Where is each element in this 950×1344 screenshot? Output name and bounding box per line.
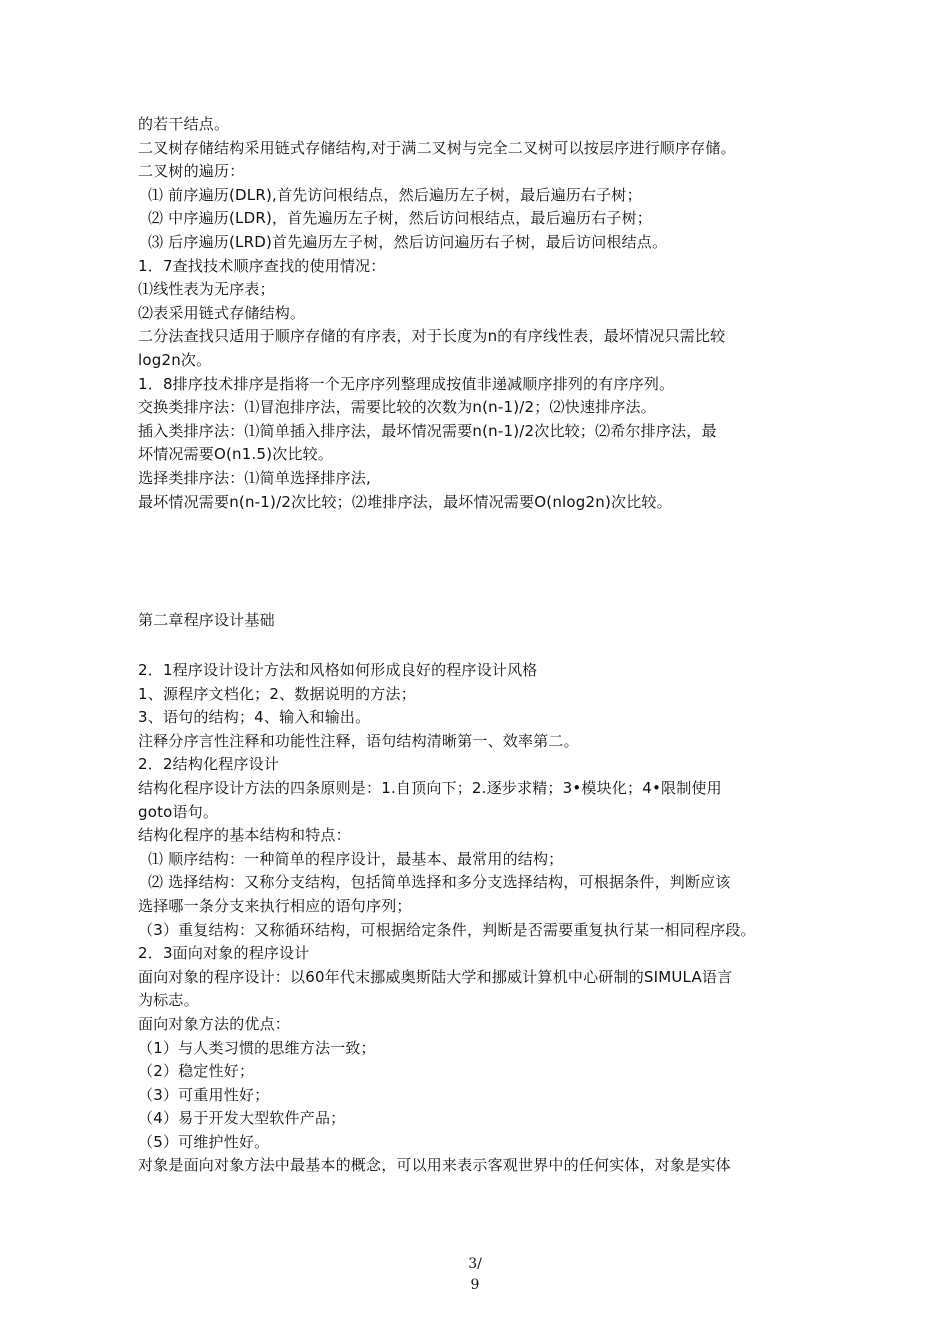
text-line: 交换类排序法：⑴冒泡排序法，需要比较的次数为n(n-1)/2；⑵快速排序法。: [138, 398, 656, 417]
section-heading: 2．3面向对象的程序设计: [138, 944, 310, 963]
list-item: ⑵ 选择结构：又称分支结构，包括简单选择和多分支选择结构，可根据条件，判断应该: [148, 873, 731, 892]
page-number: [0, 1254, 950, 1296]
section-body-1: [138, 113, 828, 514]
text-line: 结构化程序设计方法的四条原则是：1.自顶向下；2.逐步求精；3•模块化；4•限制使用: [138, 778, 722, 797]
section-body-2: [138, 659, 828, 1178]
list-item: （5）可维护性好。: [138, 1132, 270, 1151]
list-item: ⑵表采用链式存储结构。: [138, 303, 306, 322]
page-number-current: 3/: [468, 1256, 482, 1272]
list-item: （3）重复结构：又称循环结构，可根据给定条件，判断是否需要重复执行某一相同程序段。: [138, 920, 756, 939]
text-line: 最坏情况需要n(n-1)/2次比较；⑵堆排序法，最坏情况需要O(nlog2n)次比较。: [138, 492, 672, 511]
text-line: 的若干结点。: [138, 115, 230, 133]
section-heading: 2．2结构化程序设计: [138, 755, 280, 774]
text-line: 选择类排序法：⑴简单选择排序法,: [138, 468, 371, 487]
section-heading: 1．7查找技术顺序查找的使用情况：: [138, 256, 386, 275]
page-number-total: 9: [470, 1277, 480, 1293]
list-item: ⑵ 中序遍历(LDR)，首先遍历左子树，然后访问根结点，最后遍历右子树；: [148, 209, 653, 228]
text-line: 插入类排序法：⑴简单插入排序法，最坏情况需要n(n-1)/2次比较；⑵希尔排序法，最: [138, 421, 717, 440]
text-line: 二叉树存储结构采用链式存储结构,对于满二叉树与完全二叉树可以按层序进行顺序存储。: [138, 138, 736, 157]
list-item: （1）与人类习惯的思维方法一致；: [138, 1038, 376, 1057]
text-line: 对象是面向对象方法中最基本的概念，可以用来表示客观世界中的任何实体，对象是实体: [138, 1156, 731, 1175]
text-line: 面向对象方法的优点：: [138, 1014, 291, 1033]
list-item: ⑴ 顺序结构：一种简单的程序设计，最基本、最常用的结构；: [148, 849, 564, 868]
list-item: ⑴线性表为无序表；: [138, 280, 275, 299]
list-item: ⑶ 后序遍历(LRD)首先遍历左子树，然后访问遍历右子树，最后访问根结点。: [148, 232, 668, 251]
chapter-title: 第二章程序设计基础: [138, 611, 275, 629]
text-line: 选择哪一条分支来执行相应的语句序列；: [138, 896, 412, 915]
list-item: （3）可重用性好；: [138, 1085, 270, 1104]
text-line: 坏情况需要O(n1.5)次比较。: [138, 445, 334, 464]
text-line: 3、语句的结构；4、输入和输出。: [138, 708, 371, 727]
list-item: （4）易于开发大型软件产品；: [138, 1109, 346, 1128]
text-line: 二叉树的遍历：: [138, 162, 245, 181]
text-line: 为标志。: [138, 991, 199, 1010]
text-line: goto语句。: [138, 802, 219, 821]
text-line: 二分法查找只适用于顺序存储的有序表，对于长度为n的有序线性表，最坏情况只需比较: [138, 327, 726, 346]
text-line: log2n次。: [138, 350, 212, 369]
text-line: 1、源程序文档化；2、数据说明的方法；: [138, 684, 416, 703]
section-heading: 2．1程序设计设计方法和风格如何形成良好的程序设计风格: [138, 661, 538, 679]
chapter-heading-block: [138, 609, 828, 633]
list-item: （2）稳定性好；: [138, 1062, 255, 1081]
section-heading: 1．8排序技术排序是指将一个无序序列整理成按值非递减顺序排列的有序序列。: [138, 374, 675, 393]
text-line: 结构化程序的基本结构和特点：: [138, 826, 351, 845]
text-line: 注释分序言性注释和功能性注释，语句结构清晰第一、效率第二。: [138, 731, 579, 750]
list-item: ⑴ 前序遍历(DLR),首先访问根结点，然后遍历左子树，最后遍历右子树；: [148, 185, 642, 204]
text-line: 面向对象的程序设计：以60年代末挪威奥斯陆大学和挪威计算机中心研制的SIMULA语言: [138, 967, 733, 986]
